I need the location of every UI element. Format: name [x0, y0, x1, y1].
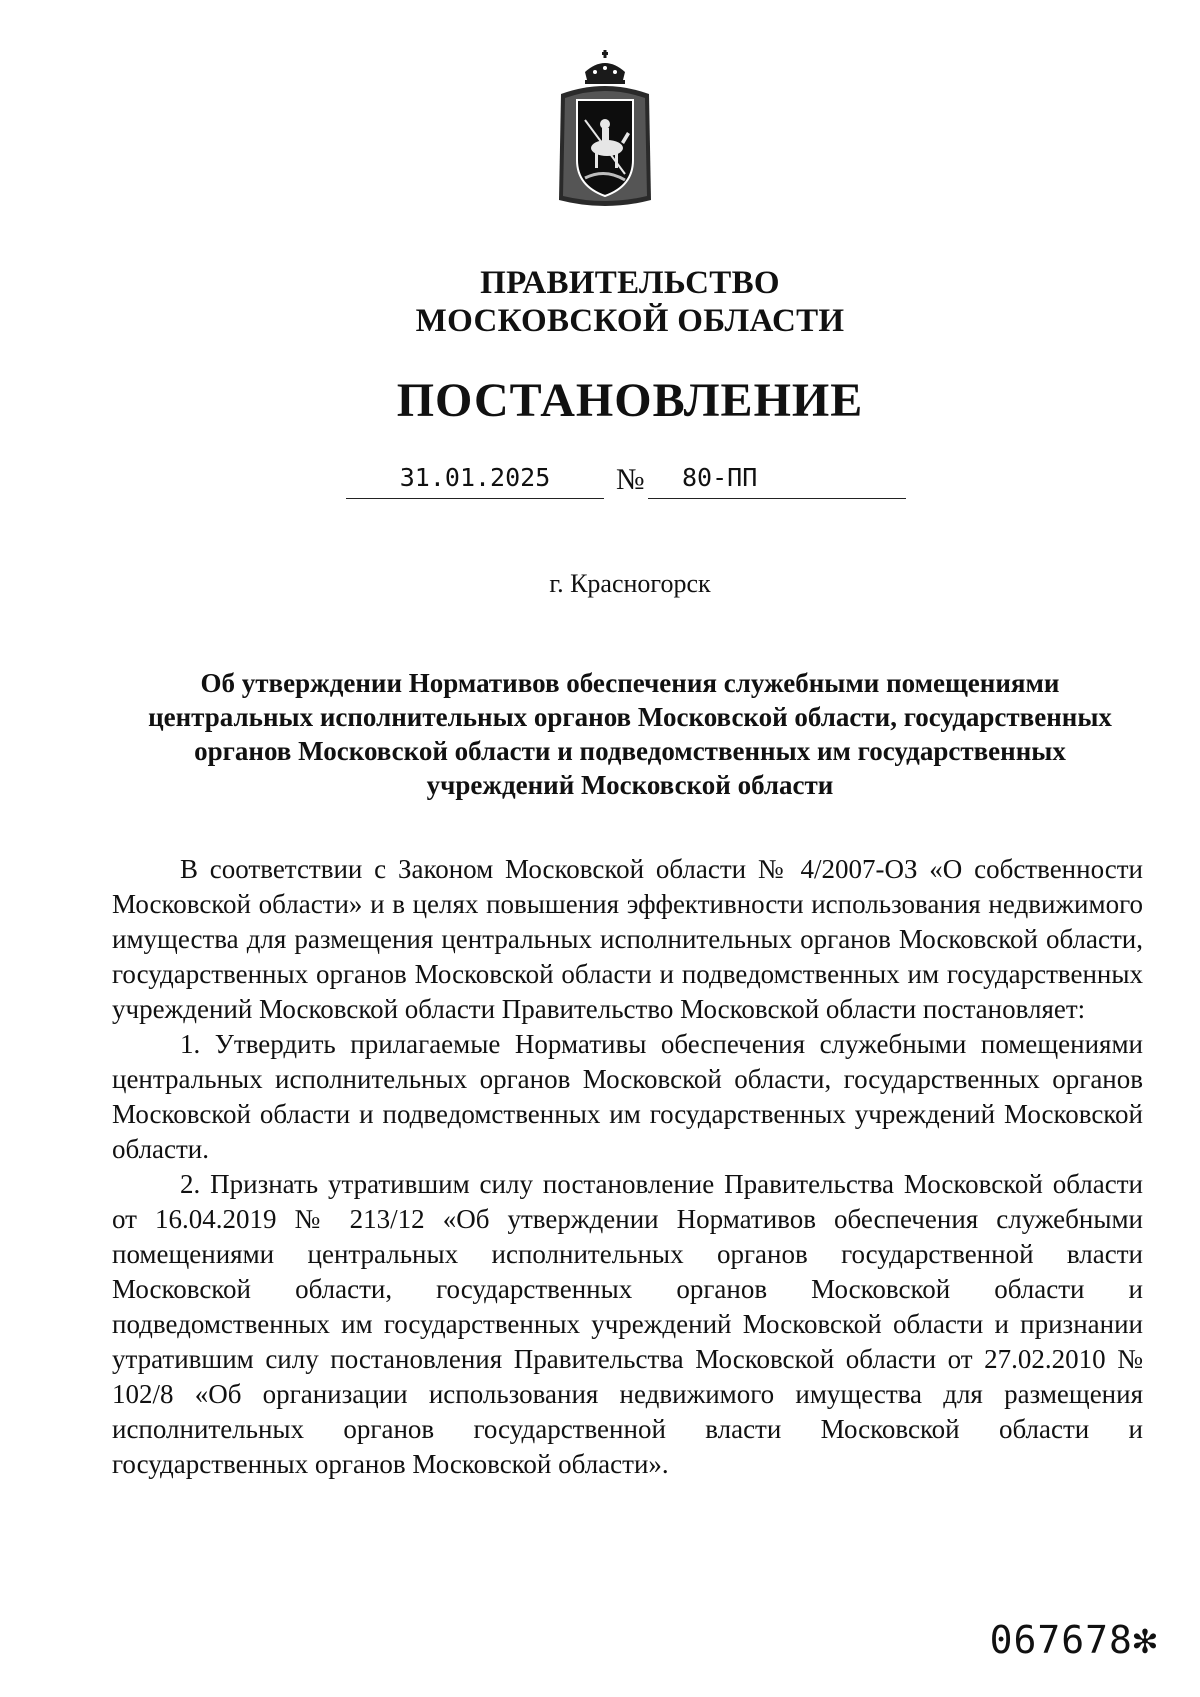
- serial-number-stamp: [990, 1618, 1158, 1662]
- document-date: 31.01.2025: [346, 462, 604, 499]
- subject-line-1: Об утверждении Нормативов обеспечения служебными помещениями: [200, 668, 1060, 698]
- document-number: 80-ПП: [648, 462, 906, 499]
- subject-line-4: учреждений Московской области: [426, 770, 834, 800]
- date-number-row: [346, 462, 906, 502]
- city-of-issue: г. Красногорск: [549, 569, 711, 598]
- document-type-title: ПОСТАНОВЛЕНИЕ: [396, 374, 864, 427]
- serial-mark-icon: ✻: [1132, 1617, 1158, 1663]
- organization-line-2: МОСКОВСКОЙ ОБЛАСТИ: [415, 303, 845, 339]
- clause-1-paragraph: 1. Утвердить прилагаемые Нормативы обеспечения служебными помещениями центральных исполнительных органов Московской области, государственных органов Московской области и подведомственных им государственных учреждений Московской области.: [112, 1029, 1143, 1164]
- intro-paragraph: В соответствии с Законом Московской области № 4/2007-ОЗ «О собственности Московской области» и в целях повышения эффективности использования недвижимого имущества для размещения центральных исполнительных органов Московской области, государственных органов Московской области и подведомственных им государственных учреждений Московской области Правительство Московской области постановляет:: [112, 854, 1143, 1024]
- clause-2-paragraph: 2. Признать утратившим силу постановление Правительства Московской области от 16.04.2019 № 213/12 «Об утверждении Нормативов обеспечения служебными помещениями центральных исполнительных органов государственной власти Московской области, государственных органов Московской области и подведомственных им государственных учреждений Московской области и признании утратившим силу постановления Правительства Московской области от 27.02.2010 № 102/8 «Об организации использования недвижимого имущества для размещения исполнительных органов государственной власти Московской области и государственных органов Московской области».: [112, 1169, 1143, 1479]
- document-body: [112, 852, 1143, 1482]
- subject-line-3: органов Московской области и подведомственных им государственных: [194, 736, 1066, 766]
- serial-number: 067678: [989, 1618, 1133, 1662]
- coat-of-arms-icon: [555, 50, 655, 210]
- subject-line-2: центральных исполнительных органов Московской области, государственных: [148, 702, 1112, 732]
- organization-line-1: ПРАВИТЕЛЬСТВО: [480, 265, 780, 301]
- organization-title: [0, 264, 1200, 340]
- number-sign: №: [616, 463, 645, 496]
- document-subject: [110, 666, 1150, 802]
